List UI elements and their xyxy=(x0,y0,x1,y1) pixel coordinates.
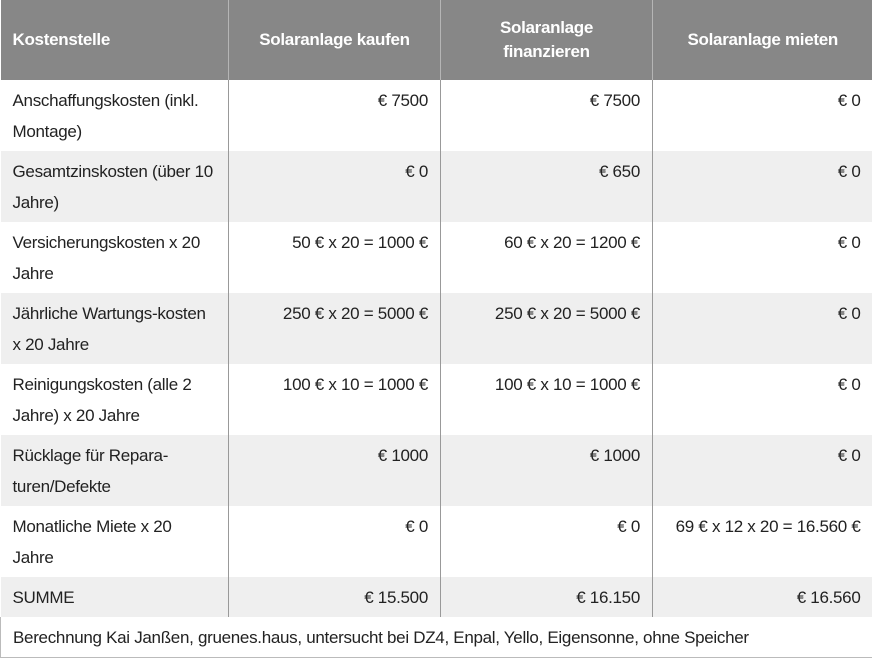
table-row xyxy=(1,222,872,293)
footer-row xyxy=(1,617,872,658)
cost-value-cell: € 0 xyxy=(653,151,872,222)
table-row xyxy=(1,80,872,151)
cost-label-cell: Jährliche Wartungs-kosten x 20 Jahre xyxy=(1,293,229,364)
cost-value-cell: € 1000 xyxy=(229,435,441,506)
cost-label-cell: SUMME xyxy=(1,577,229,617)
cost-value-cell: € 0 xyxy=(653,80,872,151)
cost-value-cell: 69 € x 12 x 20 = 16.560 € xyxy=(653,506,872,577)
header-row xyxy=(1,0,872,80)
cost-label-cell: Monatliche Miete x 20 Jahre xyxy=(12,517,172,567)
cost-value-cell: 250 € x 20 = 5000 € xyxy=(441,293,653,364)
cost-label-cell: Versicherungskosten x 20 Jahre xyxy=(12,233,200,283)
cost-value-cell: € 16.560 xyxy=(653,577,872,617)
table-row xyxy=(1,506,872,577)
header-cell: Solaranlage mieten xyxy=(653,0,872,80)
cost-value-cell: € 15.500 xyxy=(229,577,441,617)
source-note: Berechnung Kai Janßen, gruenes.haus, untersucht bei DZ4, Enpal, Yello, Eigensonne, ohne Speicher xyxy=(1,617,872,658)
cost-label-cell: Gesamtzinskosten (über 10 Jahre) xyxy=(1,151,229,222)
cost-value-cell: € 0 xyxy=(441,506,653,577)
cost-value-cell: 60 € x 20 = 1200 € xyxy=(441,222,653,293)
cost-value-cell: € 0 xyxy=(229,506,441,577)
cost-value-cell: € 0 xyxy=(653,435,872,506)
cost-value-cell: € 0 xyxy=(229,151,441,222)
cost-value-cell: € 650 xyxy=(441,151,653,222)
cost-value-cell: 50 € x 20 = 1000 € xyxy=(229,222,441,293)
table-row xyxy=(1,293,872,364)
header-cell: Solaranlage finanzieren xyxy=(441,0,653,80)
cost-value-cell: € 0 xyxy=(653,364,872,435)
cost-value-cell: € 0 xyxy=(653,293,872,364)
table-row xyxy=(1,364,872,435)
cost-value-cell: 250 € x 20 = 5000 € xyxy=(229,293,441,364)
cost-value-cell: 100 € x 10 = 1000 € xyxy=(441,364,653,435)
cost-value-cell: € 16.150 xyxy=(441,577,653,617)
cost-value-cell: € 7500 xyxy=(441,80,653,151)
cost-label-cell: Anschaffungskosten (inkl. Montage) xyxy=(12,91,199,141)
cost-label-cell: Rücklage für Repara-turen/Defekte xyxy=(1,435,229,506)
cost-value-cell: € 7500 xyxy=(229,80,441,151)
header-cell: Kostenstelle xyxy=(1,0,229,80)
table-row xyxy=(1,151,872,222)
cost-value-cell: € 0 xyxy=(653,222,872,293)
cost-value-cell: € 1000 xyxy=(441,435,653,506)
table-row xyxy=(1,435,872,506)
cost-label-cell: Reinigungskosten (alle 2 Jahre) x 20 Jahre xyxy=(12,375,192,425)
cost-value-cell: 100 € x 10 = 1000 € xyxy=(229,364,441,435)
sum-row xyxy=(1,577,872,617)
header-cell: Solaranlage kaufen xyxy=(229,0,441,80)
